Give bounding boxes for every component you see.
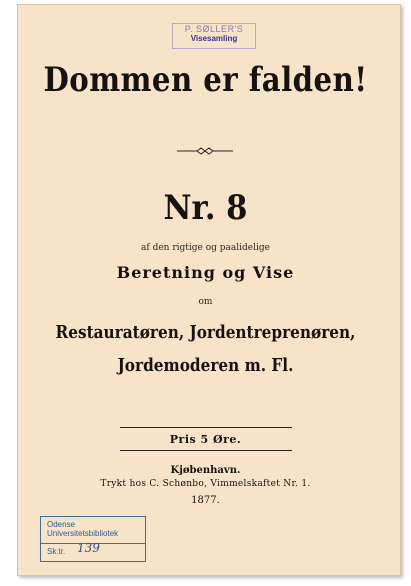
pamphlet-title: Dommen er falden! — [43, 60, 368, 100]
subject-line-1: Restauratøren, Jordentreprenøren, — [55, 322, 356, 343]
issue-number: Nr. 8 — [163, 188, 248, 228]
library-stamp-line2: Universitetsbibliotek — [47, 529, 119, 538]
city: Kjøbenhavn. — [170, 465, 241, 476]
printer-line: Trykt hos C. Schønbo, Vimmelskaftet Nr. 1. — [100, 479, 311, 489]
collection-stamp — [172, 23, 256, 49]
library-stamp-shelfmark: Sk.tr. — [47, 547, 66, 556]
price-rule-bottom — [120, 450, 292, 451]
library-stamp — [40, 516, 146, 562]
heading: Beretning og Vise — [116, 263, 295, 282]
subject-line-2: Jordemoderen m. Fl. — [117, 355, 294, 376]
stamp-owner: P. SØLLER'S — [184, 24, 244, 34]
subtitle: af den rigtige og paalidelige — [141, 243, 270, 253]
stamp-collection: Visesamling — [190, 34, 238, 43]
price-rule-top — [120, 427, 292, 428]
om-text: om — [198, 297, 213, 307]
library-stamp-handwritten-number: 139 — [77, 541, 100, 555]
ornament-divider-icon — [175, 146, 235, 156]
price: Pris 5 Øre. — [169, 433, 242, 446]
library-stamp-line1: Odense — [47, 520, 76, 529]
year: 1877. — [191, 495, 220, 506]
